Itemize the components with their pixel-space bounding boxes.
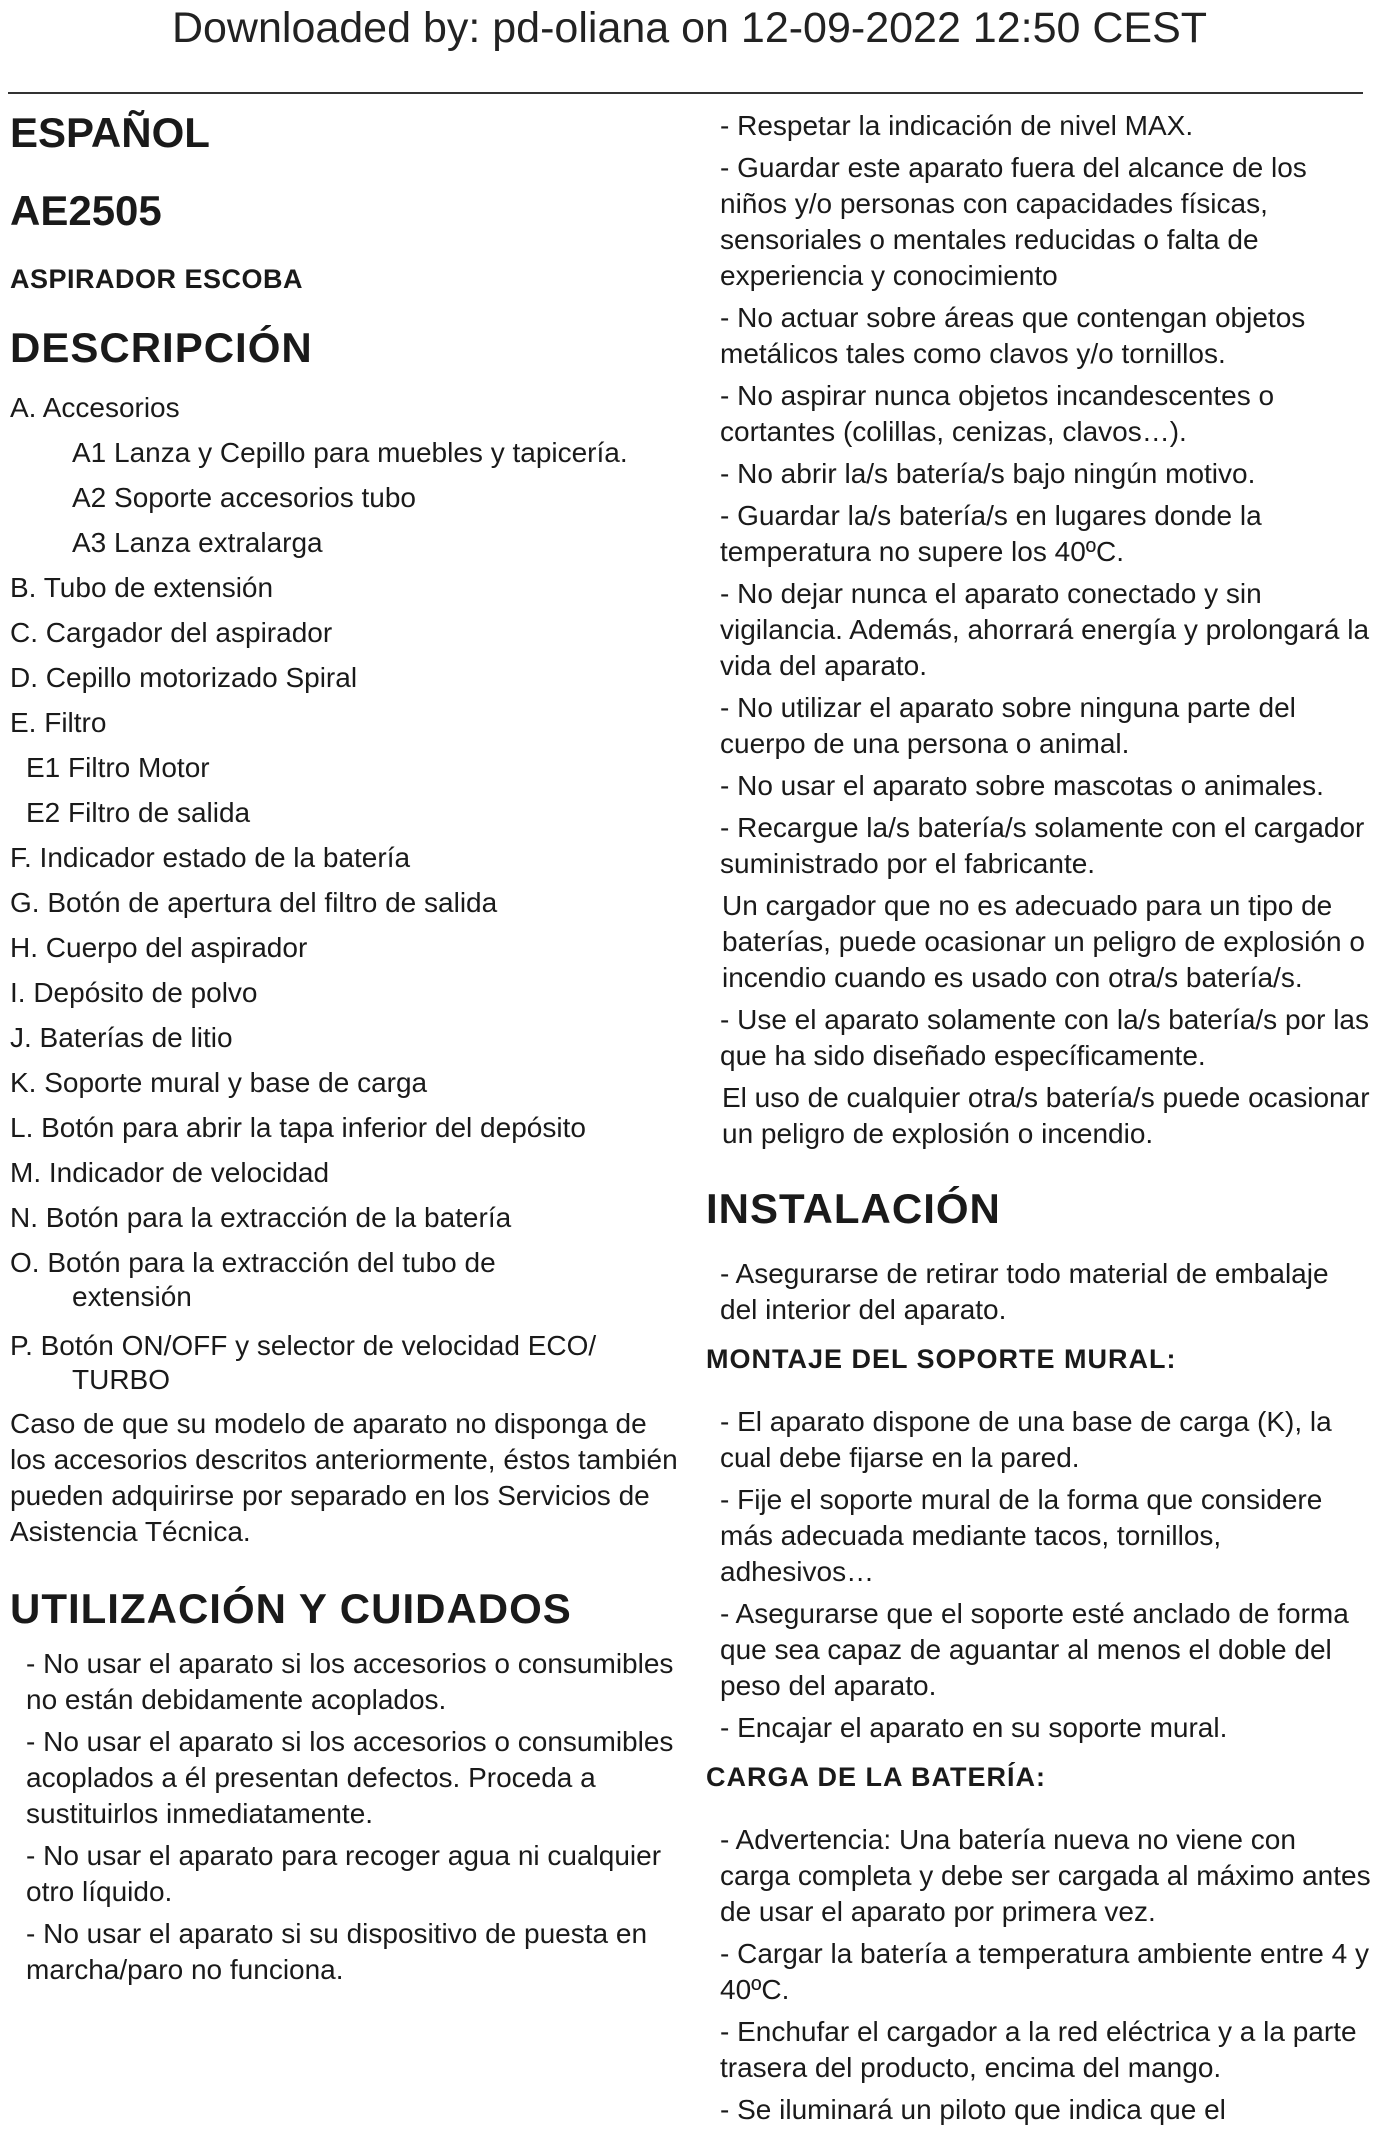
list-item: - No usar el aparato si los accesorios o consumibles no están debidamente acoplados. <box>26 1648 674 1715</box>
battery-charge-heading: CARGA DE LA BATERÍA: <box>706 1762 1046 1792</box>
list-item: J. Baterías de litio <box>10 1022 233 1053</box>
list-item: - No utilizar el aparato sobre ninguna parte del cuerpo de una persona o animal. <box>720 692 1296 759</box>
use-care-list-right <box>706 108 1371 1152</box>
list-item: - No usar el aparato si los accesorios o consumibles acoplados a él presentan defectos. Proceda a sustituirlos inmediatamente. <box>26 1726 674 1829</box>
list-item: - Guardar la/s batería/s en lugares donde la temperatura no supere los 40ºC. <box>720 500 1262 567</box>
description-heading: DESCRIPCIÓN <box>10 324 313 371</box>
list-item: - No usar el aparato para recoger agua ni cualquier otro líquido. <box>26 1840 662 1907</box>
list-item: extensión <box>72 1281 192 1312</box>
right-column <box>706 108 1371 2134</box>
list-item: - Se iluminará un piloto que indica que el <box>720 2094 1226 2125</box>
list-item: C. Cargador del aspirador <box>10 617 333 648</box>
wall-mount-list <box>706 1404 1371 1746</box>
list-item: - No dejar nunca el aparato conectado y sin vigilancia. Además, ahorrará energía y prolongará la vida del aparato. <box>720 578 1370 681</box>
list-item: A1 Lanza y Cepillo para muebles y tapicería. <box>72 437 628 468</box>
list-item: M. Indicador de velocidad <box>10 1157 330 1188</box>
accessories-note: Caso de que su modelo de aparato no disponga de los accesorios descritos anteriormente, éstos también pueden adquirirse por separado en los Servicios de Asistencia Técnica. <box>10 1408 678 1547</box>
list-item: El uso de cualquier otra/s batería/s puede ocasionar un peligro de explosión o incendio. <box>722 1082 1370 1149</box>
list-item: Un cargador que no es adecuado para un tipo de baterías, puede ocasionar un peligro de explosión o incendio cuando es usado con otra/s batería/s. <box>722 890 1365 993</box>
list-item: E. Filtro <box>10 707 107 738</box>
list-item: - Enchufar el cargador a la red eléctrica y a la parte trasera del producto, encima del mango. <box>720 2016 1357 2083</box>
list-item: A. Accesorios <box>10 392 180 423</box>
list-item: TURBO <box>72 1364 170 1395</box>
list-item: - No usar el aparato sobre mascotas o animales. <box>720 770 1324 801</box>
list-item: K. Soporte mural y base de carga <box>10 1067 428 1098</box>
list-item: - Cargar la batería a temperatura ambiente entre 4 y 40ºC. <box>720 1938 1370 2005</box>
model-title: AE2505 <box>10 187 162 234</box>
list-item: A3 Lanza extralarga <box>72 527 323 558</box>
list-item: - No abrir la/s batería/s bajo ningún motivo. <box>720 458 1256 489</box>
header-divider <box>8 92 1363 94</box>
list-item: - Use el aparato solamente con la/s batería/s por las que ha sido diseñado específicamente. <box>720 1004 1370 1071</box>
list-item: - No aspirar nunca objetos incandescentes o cortantes (colillas, cenizas, clavos…). <box>720 380 1275 447</box>
list-item: - No usar el aparato si su dispositivo de puesta en marcha/paro no funciona. <box>26 1918 648 1985</box>
list-item: - Fije el soporte mural de la forma que considere más adecuada mediante tacos, tornillos, adhesivos… <box>720 1484 1323 1587</box>
left-column <box>10 108 690 1994</box>
wall-mount-heading: MONTAJE DEL SOPORTE MURAL: <box>706 1344 1177 1374</box>
list-item: - Encajar el aparato en su soporte mural. <box>720 1712 1228 1743</box>
list-item: F. Indicador estado de la batería <box>10 842 411 873</box>
product-title: ASPIRADOR ESCOBA <box>10 264 304 294</box>
list-item: - El aparato dispone de una base de carga (K), la cual debe fijarse en la pared. <box>720 1406 1332 1473</box>
description-list <box>10 385 690 1398</box>
list-item: L. Botón para abrir la tapa inferior del depósito <box>10 1112 586 1143</box>
download-header: Downloaded by: pd-oliana on 12-09-2022 12:50 CEST <box>171 4 1208 52</box>
list-item: E2 Filtro de salida <box>26 797 251 828</box>
list-item: P. Botón ON/OFF y selector de velocidad ECO/ <box>10 1330 597 1361</box>
language-title: ESPAÑOL <box>10 109 210 156</box>
installation-heading: INSTALACIÓN <box>706 1185 1001 1232</box>
list-item: E1 Filtro Motor <box>26 752 210 783</box>
list-item: A2 Soporte accesorios tubo <box>72 482 416 513</box>
list-item: D. Cepillo motorizado Spiral <box>10 662 358 693</box>
list-item: - Respetar la indicación de nivel MAX. <box>720 110 1194 141</box>
list-item: - No actuar sobre áreas que contengan objetos metálicos tales como clavos y/o tornillos. <box>720 302 1306 369</box>
list-item: - Asegurarse que el soporte esté anclado de forma que sea capaz de aguantar al menos el doble del peso del aparato. <box>720 1598 1349 1701</box>
list-item: O. Botón para la extracción del tubo de <box>10 1247 496 1278</box>
battery-charge-list <box>706 1822 1371 2128</box>
list-item: N. Botón para la extracción de la batería <box>10 1202 512 1233</box>
list-item: - Guardar este aparato fuera del alcance de los niños y/o personas con capacidades físicas, sensoriales o mentales reducidas o falta de experiencia y conocimiento <box>720 152 1307 291</box>
list-item: B. Tubo de extensión <box>10 572 274 603</box>
list-item: - Recargue la/s batería/s solamente con el cargador suministrado por el fabricante. <box>720 812 1365 879</box>
use-care-heading: UTILIZACIÓN Y CUIDADOS <box>10 1585 572 1632</box>
list-item: I. Depósito de polvo <box>10 977 258 1008</box>
list-item: G. Botón de apertura del filtro de salida <box>10 887 498 918</box>
list-item: - Advertencia: Una batería nueva no viene con carga completa y debe ser cargada al máximo antes de usar el aparato por primera vez. <box>720 1824 1371 1927</box>
use-care-list-left <box>10 1646 690 1988</box>
list-item: - Asegurarse de retirar todo material de embalaje del interior del aparato. <box>720 1258 1329 1325</box>
list-item: H. Cuerpo del aspirador <box>10 932 308 963</box>
